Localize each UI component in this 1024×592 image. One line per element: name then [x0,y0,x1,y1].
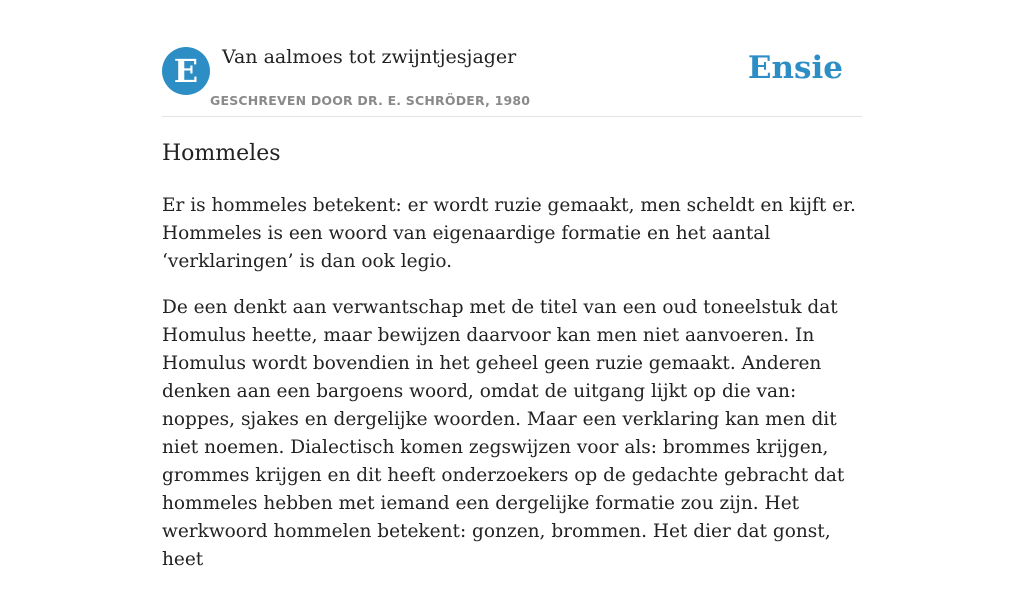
article [162,138,867,592]
author-line: GESCHREVEN DOOR DR. E. SCHRÖDER, 1980 [210,93,531,108]
article-paragraph-2: De een denkt aan verwantschap met de titel van een oud toneelstuk dat Homulus heette, maar bewijzen daarvoor kan men niet aanvoeren. In Homulus wordt bovendien in het geheel geen ruzie gemaakt. Anderen denken aan een bargoens woord, omdat de uitgang lijkt op die van: noppes, sjakes en dergelijke woorden. Maar een verklaring kan men dit niet noemen. Dialectisch komen zegswijzen voor als: brommes krijgen, grommes krijgen en dit heeft onderzoekers op de gedachte gebracht dat hommeles hebben met iemand een dergelijke formatie zou zijn. Het werkwoord hommelen betekent: gonzen, brommen. Het dier dat gonst, heet [162,297,845,570]
book-title-link[interactable]: Van aalmoes tot zwijntjesjager [222,46,517,68]
ensie-logo-icon[interactable]: E [162,47,210,95]
header [162,46,862,117]
article-title: Hommeles [162,141,281,166]
article-paragraph-1: Er is hommeles betekent: er wordt ruzie gemaakt, men scheldt en kijft er. Hommeles is een woord van eigenaardige formatie en het aantal ‘verklaringen’ is dan ook legio. [162,195,856,272]
ensie-brand-link[interactable]: Ensie [747,50,843,86]
